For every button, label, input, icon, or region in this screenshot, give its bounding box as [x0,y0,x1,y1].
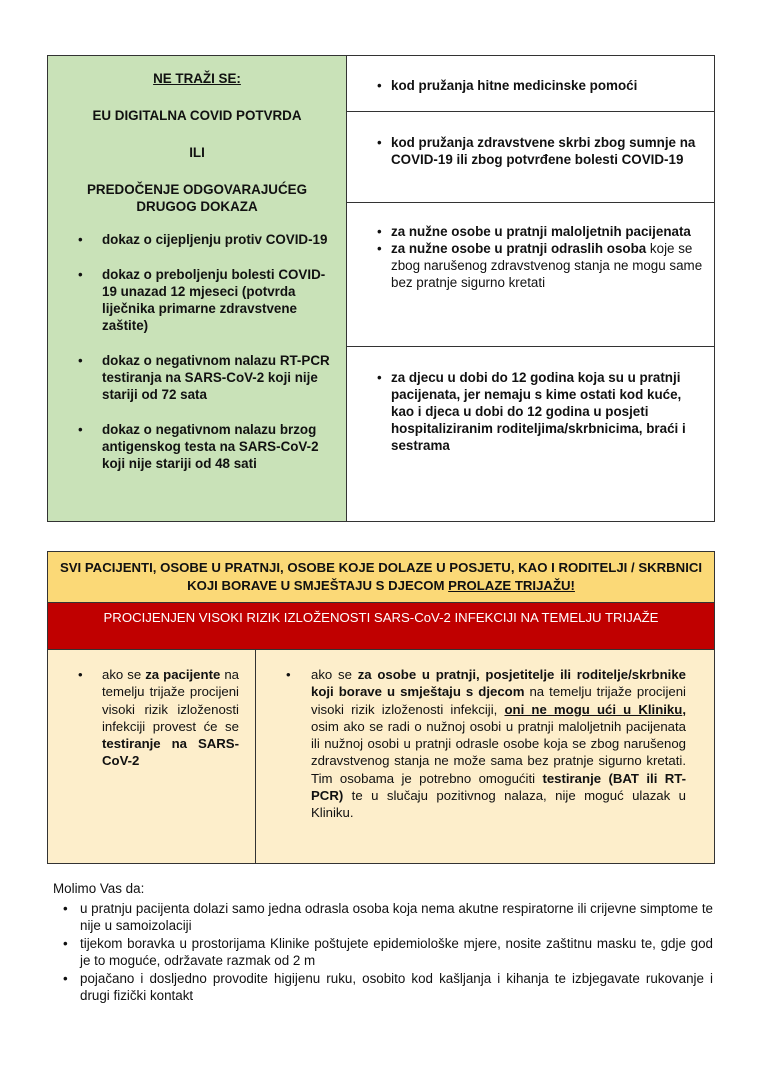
bullet-icon: • [63,970,68,986]
proof-item: • dokaz o negativnom nalazu RT-PCR testiranja na SARS-CoV-2 koji nije stariji od 72 sata [78,353,330,402]
requests-section [53,880,713,1005]
high-risk-banner: PROCIJENJEN VISOKI RIZIK IZLOŽENOSTI SARS-CoV-2 INFEKCIJI NA TEMELJU TRIJAŽE [48,603,714,650]
bullet-icon: • [78,267,83,282]
not-required-panel [48,56,347,521]
triage-required-text: PROLAZE TRIJAŽU! [448,578,575,593]
bullet-icon: • [377,370,382,385]
bullet-icon: • [63,935,68,951]
triage-banner: SVI PACIJENTI, OSOBE U PRATNJI, OSOBE KOJE DOLAZE U POSJETU, KAO I RODITELJI / SKRBNICI KOJI BORAVE U SMJEŠTAJU S DJECOM PROLAZE TRIJAŽU! [48,552,714,603]
proof-item: • dokaz o preboljenju bolesti COVID-19 unazad 12 mjeseci (potvrda liječnika primarne zdravstvene zaštite) [78,267,326,333]
bullet-icon: • [78,353,83,368]
other-proof-heading: PREDOČENJE ODGOVARAJUĆEG DRUGOG DOKAZA [87,182,307,214]
proof-list [58,231,336,472]
triage-table [47,551,715,864]
or-heading: ILI [189,145,205,160]
eu-cert-heading: EU DIGITALNA COVID POTVRDA [92,108,302,123]
exemption-cases-panel [347,56,714,521]
case-cell-covid-care: • kod pružanja zdravstvene skrbi zbog sumnje na COVID-19 ili zbog potvrđene bolesti COVID-19 [347,112,714,203]
proof-item: • dokaz o cijepljenju protiv COVID-19 [78,232,328,247]
escorts-visitors-cell: • ako se za osobe u pratnji, posjetitelje ili roditelje/skrbnike koji borave u smještaju s djecom na temelju trijaže procijeni visoki rizik izloženosti infekciji, oni ne mogu ući u Kliniku, osim ako se radi o nužnoj osobi u pratnji maloljetnih pacijenata ili nužnoj osobi u pratnji odrasle osobe koja se zbog narušenog zdravstvenog stanja ne može sama bez pratnje sigurno kretati. Tim osobama je potrebno omogućiti testiranje (BAT ili RT-PCR) te u slučaju pozitivnog nalaza, nije moguć ulazak u Kliniku. [286,667,686,821]
request-item: • pojačano i dosljedno provodite higijenu ruku, osobito kod kašljanja i kihanja te izbjegavate rukovanje i drugi fizički kontakt [63,970,713,1003]
case-cell-children: • za djecu u dobi do 12 godina koja su u pratnji pacijenata, jer nemaju s kime ostati kod kuće, kao i djeca u dobi do 12 godina u posjeti hospitaliziranim roditeljima/skrbnicima, braći i sestrama [377,370,686,453]
case-cell-emergency: • kod pružanja hitne medicinske pomoći [347,56,714,112]
not-required-heading: NE TRAŽI SE: [153,71,241,86]
bullet-icon: • [63,900,68,916]
case-cell-escorts: • za nužne osobe u pratnji maloljetnih pacijenata • za nužne osobe u pratnji odraslih osoba koje se zbog narušenog zdravstvenog stanja ne mogu same bez pratnje sigurno kretati [347,203,714,347]
bullet-icon: • [286,667,291,682]
bullet-icon: • [377,135,382,150]
requests-intro: Molimo Vas da: [53,881,145,896]
bullet-icon: • [377,78,382,93]
bullet-icon: • [78,422,83,437]
bullet-icon: • [78,232,83,247]
requests-list [53,900,713,1005]
proof-item: • dokaz o negativnom nalazu brzog antigenskog testa na SARS-CoV-2 koji nije stariji od 48 sati [78,422,319,471]
bullet-icon: • [377,224,382,239]
request-item: • u pratnju pacijenta dolazi samo jedna odrasla osoba koja nema akutne respiratorne ili crijevne simptome te nije u samoizolaciji [63,900,713,933]
exemption-table [47,55,715,522]
cannot-enter-text: oni ne mogu ući u Kliniku [504,701,683,717]
bullet-icon: • [377,241,382,256]
patients-cell: • ako se za pacijente na temelju trijaže procijeni visoki rizik izloženosti infekciji provest će se testiranje na SARS-CoV-2 [48,650,256,863]
request-item: • tijekom boravka u prostorijama Klinike poštujete epidemiološke mjere, nosite zaštitnu masku te, gdje god je to moguće, održavate razmak od 2 m [63,935,713,968]
bullet-icon: • [78,667,83,682]
high-risk-body [48,650,714,863]
